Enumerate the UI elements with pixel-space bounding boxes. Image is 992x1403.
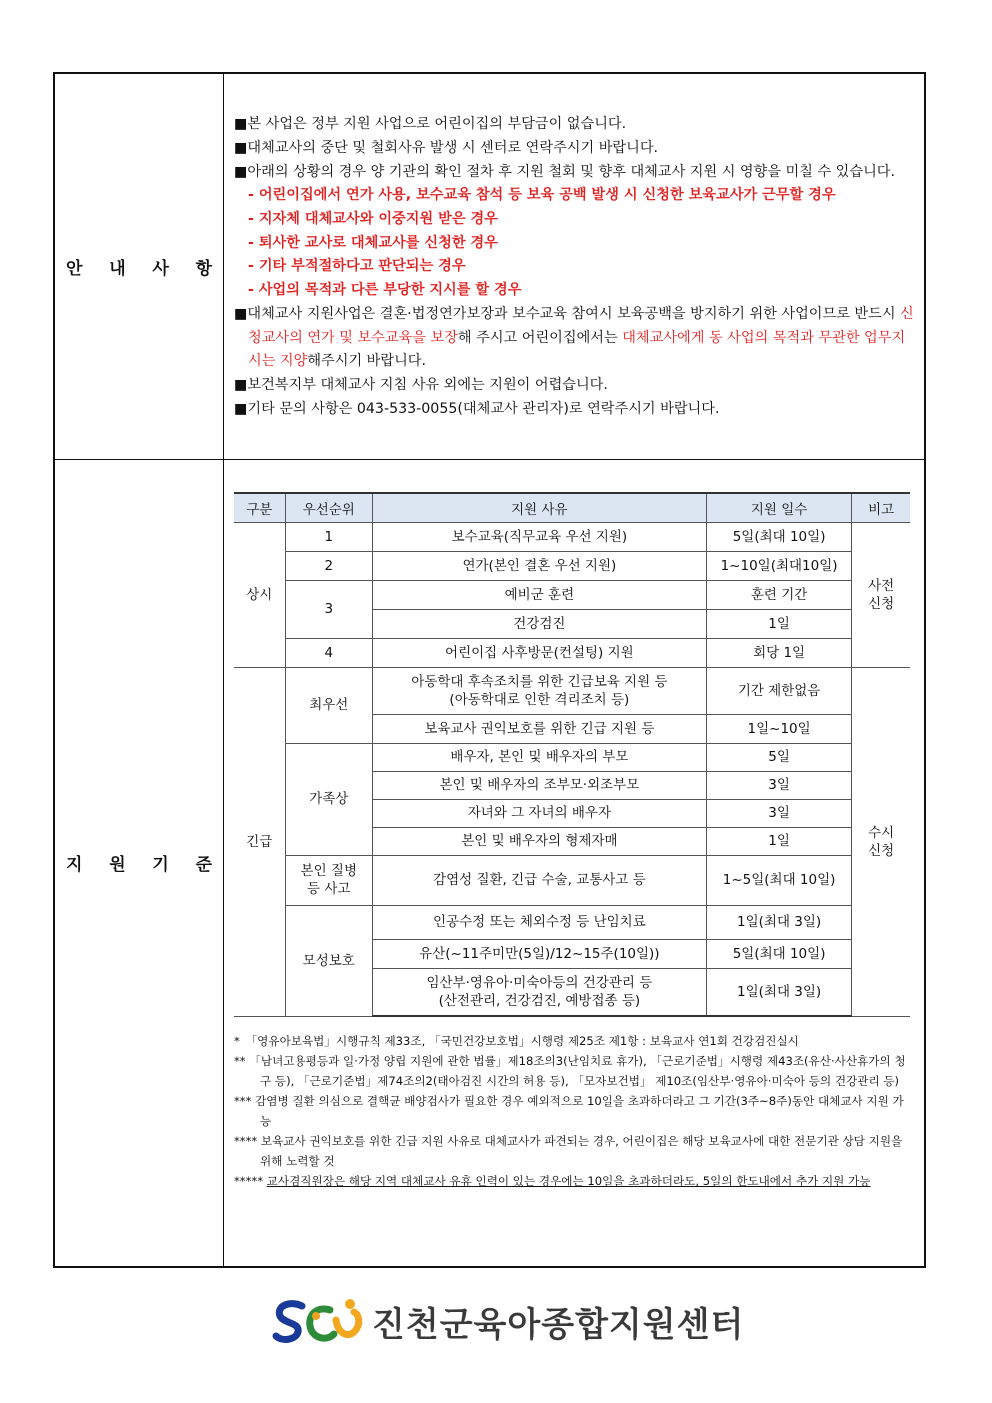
priority-cell: 모성보호 <box>285 905 372 1016</box>
priority-cell: 4 <box>285 638 372 667</box>
days-cell: 1일 <box>706 609 851 638</box>
notice-label-char: 내 <box>109 258 126 279</box>
col-header: 지원 일수 <box>706 493 851 523</box>
col-header: 비고 <box>852 493 910 523</box>
reason-cell: 인공수정 또는 체외수정 등 난임치료 <box>372 905 706 939</box>
notice-label-char: 안 <box>66 258 83 279</box>
reason-cell: 아동학대 후속조치를 위한 긴급보육 지원 등 (아동학대로 인한 격리조치 등) <box>372 667 706 714</box>
priority-cell: 가족상 <box>285 743 372 855</box>
support-criteria-table <box>234 492 910 1018</box>
days-cell: 훈련 기간 <box>706 580 851 609</box>
footnotes <box>234 1031 910 1191</box>
criteria-label <box>54 459 224 1267</box>
days-cell: 1~5일(최대 10일) <box>706 855 851 905</box>
days-cell: 5일 <box>706 743 851 771</box>
notice-label-char: 항 <box>195 258 212 279</box>
mixed-text: ■대체교사 지원사업은 결혼·법정연가보장과 보수교육 참여시 보육공백을 방지하기 위한 사업이므로 반드시 <box>234 305 901 322</box>
priority-cell: 본인 질병 등 사고 <box>285 855 372 905</box>
mixed-text: 해주시기 바랍니다. <box>307 353 427 370</box>
notice-red-item: - 기타 부적절하다고 판단되는 경우 <box>248 258 466 275</box>
days-cell: 1일(최대 3일) <box>706 905 851 939</box>
note-cell: 수시 신청 <box>852 667 910 1016</box>
mixed-red-text: 신청교사의 연가 및 보수교육을 보장 <box>248 305 914 346</box>
mixed-text: 해 주시고 어린이집에서는 <box>457 329 623 346</box>
priority-cell: 2 <box>285 551 372 580</box>
notice-line: ■본 사업은 정부 지원 사업으로 어린이집의 부담금이 없습니다. <box>234 116 627 133</box>
criteria-label-char: 지 <box>66 855 83 876</box>
priority-cell: 최우선 <box>285 667 372 743</box>
notice-red-item: - 지자체 대체교사와 이중지원 받은 경우 <box>248 210 498 227</box>
category-cell: 긴급 <box>234 667 285 1016</box>
notice-red-item: - 사업의 목적과 다른 부당한 지시를 할 경우 <box>248 282 522 299</box>
days-cell: 1일 <box>706 827 851 855</box>
criteria-label-char: 준 <box>195 855 212 876</box>
days-cell: 1~10일(최대10일) <box>706 551 851 580</box>
col-header: 구분 <box>234 493 285 523</box>
days-cell: 1일(최대 3일) <box>706 968 851 1016</box>
notice-red-item: - 어린이집에서 연가 사용, 보수교육 참석 등 보육 공백 발생 시 신청한 보육교사가 근무할 경우 <box>248 187 836 204</box>
footnote-underlined-text: 교사겸직원장은 해당 지역 대체교사 유휴 인력이 있는 경우에는 10일을 초과하더라도, 5일의 한도내에서 추가 지원 가능 <box>266 1174 871 1188</box>
notice-line: ■기타 문의 사항은 043-533-0055(대체교사 관리자)로 연락주시기 바랍니다. <box>234 400 720 417</box>
notice-content <box>224 73 926 459</box>
reason-cell: 어린이집 사후방문(컨설팅) 지원 <box>372 638 706 667</box>
reason-cell: 보수교육(직무교육 우선 지원) <box>372 522 706 551</box>
reason-cell: 건강검진 <box>372 609 706 638</box>
days-cell: 회당 1일 <box>706 638 851 667</box>
reason-cell: 본인 및 배우자의 형제자매 <box>372 827 706 855</box>
notice-line: ■아래의 상황의 경우 양 기관의 확인 절차 후 지원 철회 및 향후 대체교사 지원 시 영향을 미칠 수 있습니다. <box>234 163 896 180</box>
center-name: 진천군육아종합지원센터 <box>372 1304 745 1345</box>
notice-line: ■보건복지부 대체교사 지침 사유 외에는 지원이 어렵습니다. <box>234 376 608 393</box>
priority-cell: 1 <box>285 522 372 551</box>
reason-cell: 자녀와 그 자녀의 배우자 <box>372 799 706 827</box>
days-cell: 5일(최대 10일) <box>706 522 851 551</box>
criteria-label-char: 기 <box>152 855 169 876</box>
footnote-prefix: ***** <box>234 1174 267 1188</box>
reason-cell: 본인 및 배우자의 조부모·외조부모 <box>372 771 706 799</box>
criteria-label-char: 원 <box>109 855 126 876</box>
notice-mixed-line <box>234 303 916 374</box>
reason-cell: 배우자, 본인 및 배우자의 부모 <box>372 743 706 771</box>
footnote-underlined <box>234 1171 910 1191</box>
reason-cell: 유산(~11주미만(5일)/12~15주(10일)) <box>372 939 706 968</box>
days-cell: 1일~10일 <box>706 714 851 743</box>
center-logo-icon <box>272 1296 364 1346</box>
reason-cell: 임산부·영유아·미숙아등의 건강관리 등 (산전관리, 건강검진, 예방접종 등) <box>372 968 706 1016</box>
notice-label-char: 사 <box>152 258 169 279</box>
main-table <box>53 72 926 1268</box>
reason-cell: 예비군 훈련 <box>372 580 706 609</box>
footnote: * 「영유아보육법」시행규칙 제33조, 「국민건강보호법」시행령 제25조 제1항 : 보육교사 연1회 건강검진실시 <box>234 1034 799 1048</box>
col-header: 우선순위 <box>285 493 372 523</box>
col-header: 지원 사유 <box>372 493 706 523</box>
days-cell: 3일 <box>706 771 851 799</box>
note-cell: 사전 신청 <box>852 522 910 667</box>
days-cell: 3일 <box>706 799 851 827</box>
center-logo <box>272 1296 744 1346</box>
footnote: ** 「남녀고용평등과 일·가정 양립 지원에 관한 법률」제18조의3(난임치료 휴가), 「근로기준법」시행령 제43조(유산·사산휴가의 청구 등), 「근로기준법」제74조의2(태아검진 시간의 허용 등), 「모자보건법」 제10조(임산부·영유아·미숙아 등의 건강관리 등) <box>234 1054 906 1088</box>
reason-cell: 감염성 질환, 긴급 수술, 교통사고 등 <box>372 855 706 905</box>
notice-red-item: - 퇴사한 교사로 대체교사를 신청한 경우 <box>248 234 498 251</box>
days-cell: 5일(최대 10일) <box>706 939 851 968</box>
footnote: *** 감염병 질환 의심으로 결핵균 배양검사가 필요한 경우 예외적으로 10일을 초과하더라고 그 기간(3주~8주)동안 대체교사 지원 가능 <box>234 1094 904 1128</box>
days-cell: 기간 제한없음 <box>706 667 851 714</box>
reason-cell: 보육교사 권익보호를 위한 긴급 지원 등 <box>372 714 706 743</box>
criteria-content <box>224 459 926 1267</box>
priority-cell: 3 <box>285 580 372 638</box>
reason-cell: 연가(본인 결혼 우선 지원) <box>372 551 706 580</box>
notice-line: ■대체교사의 중단 및 철회사유 발생 시 센터로 연락주시기 바랍니다. <box>234 139 659 156</box>
category-cell: 상시 <box>234 522 285 667</box>
notice-label <box>54 73 224 459</box>
mixed-red-text: 대체교사에게 동 사업의 목적과 무관한 업무지시는 지양 <box>248 329 906 370</box>
footnote: **** 보육교사 권익보호를 위한 긴급 지원 사유로 대체교사가 파견되는 경우, 어린이집은 해당 보육교사에 대한 전문기관 상담 지원을 위해 노력할 것 <box>234 1134 903 1168</box>
